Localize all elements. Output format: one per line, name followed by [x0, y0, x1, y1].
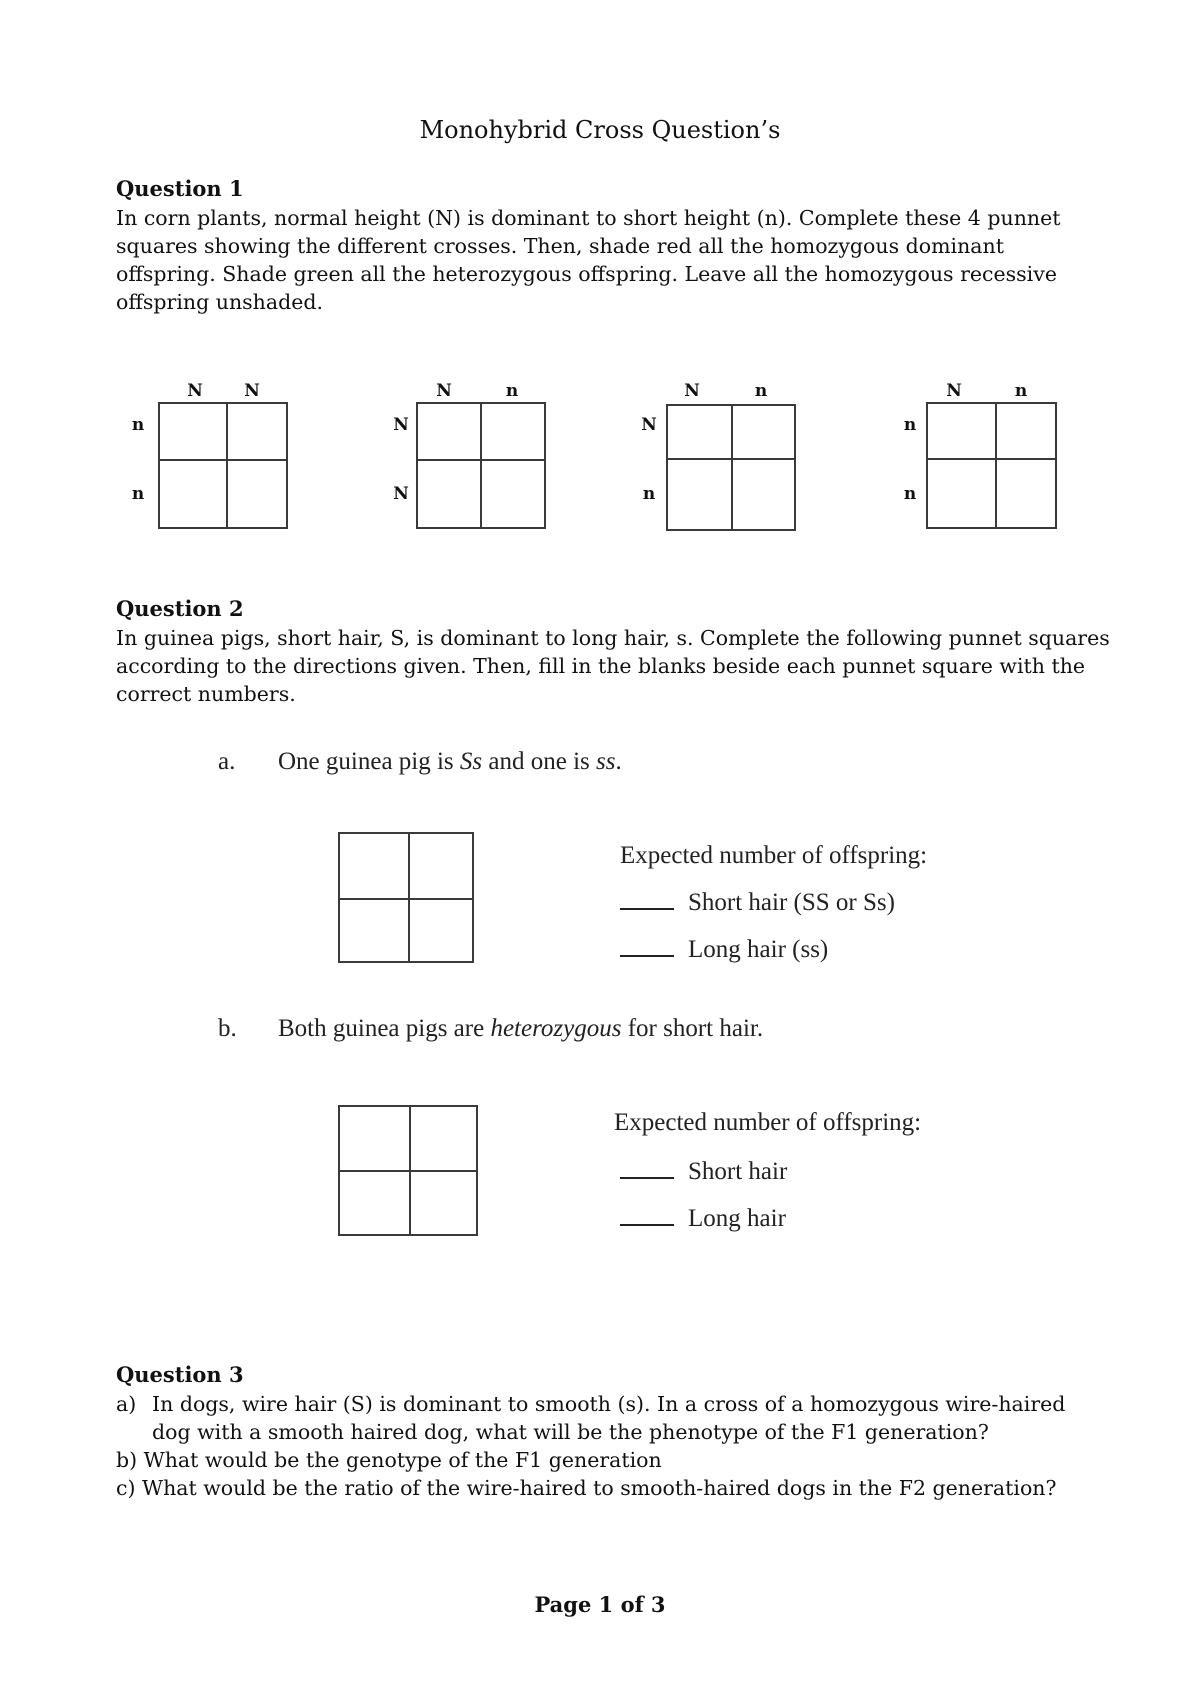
question-2-line: In guinea pigs, short hair, S, is dominant to long hair, s. Complete the following punnet squares — [116, 626, 1110, 650]
short-hair-blank[interactable] — [620, 1157, 674, 1179]
punnett-4-top-allele: n — [1014, 381, 1028, 401]
part-b-expected-label: Expected number of offspring: — [614, 1109, 922, 1136]
question-2-text — [116, 624, 1156, 708]
question-1-line: squares showing the different crosses. Then, shade red all the homozygous dominant — [116, 234, 1004, 258]
punnett-2-top-allele: N — [436, 381, 452, 401]
part-a-text: One guinea pig is — [278, 748, 460, 775]
punnett-4-side-allele: n — [903, 484, 917, 504]
part-b-text: Both guinea pigs are — [278, 1015, 491, 1042]
part-a-genotype-1: Ss — [459, 748, 483, 775]
long-hair-label: Long hair — [688, 1205, 786, 1232]
short-hair-blank[interactable] — [620, 888, 674, 910]
punnett-square-4[interactable] — [926, 402, 1057, 529]
question-1-line: offspring. Shade green all the heterozygous offspring. Leave all the homozygous recessive — [116, 262, 1057, 286]
part-b-instruction — [278, 1015, 763, 1043]
punnett-1-side-allele: n — [131, 484, 145, 504]
part-b-letter: b. — [218, 1015, 237, 1042]
punnett-1-top-allele: N — [187, 381, 203, 401]
punnett-square-3[interactable] — [666, 404, 796, 531]
question-3a-marker: a) — [116, 1392, 137, 1416]
punnett-square-2a[interactable] — [338, 832, 474, 963]
long-hair-blank[interactable] — [620, 935, 674, 957]
short-hair-label: Short hair (SS or Ss) — [688, 889, 895, 916]
punnett-2-side-allele: N — [393, 415, 409, 435]
question-1-text — [116, 204, 1116, 316]
question-2-line: correct numbers. — [116, 682, 296, 706]
question-3c: c) What would be the ratio of the wire-haired to smooth-haired dogs in the F2 generation? — [116, 1476, 1057, 1500]
question-3a-line: dog with a smooth haired dog, what will be the phenotype of the F1 generation? — [152, 1420, 989, 1444]
long-hair-label: Long hair (ss) — [688, 936, 829, 963]
part-a-instruction — [278, 748, 622, 776]
punnett-1-side-allele: n — [131, 415, 145, 435]
question-3-heading: Question 3 — [116, 1362, 244, 1387]
part-a-text: and one is — [482, 748, 597, 775]
question-3a-line: In dogs, wire hair (S) is dominant to smooth (s). In a cross of a homozygous wire-haired — [152, 1392, 1066, 1416]
punnett-3-side-allele: n — [642, 484, 656, 504]
punnett-3-top-allele: N — [684, 381, 700, 401]
question-1-line: In corn plants, normal height (N) is dominant to short height (n). Complete these 4 punnet — [116, 206, 1061, 230]
question-3b: b) What would be the genotype of the F1 generation — [116, 1448, 662, 1472]
part-b-emphasis: heterozygous — [490, 1015, 622, 1042]
part-a-short-hair-row — [620, 888, 895, 917]
punnett-square-2b[interactable] — [338, 1105, 478, 1236]
page-number: Page 1 of 3 — [534, 1592, 666, 1617]
part-a-genotype-2: ss — [596, 748, 616, 775]
punnett-square-1[interactable] — [158, 402, 288, 529]
punnett-4-side-allele: n — [903, 415, 917, 435]
punnett-2-side-allele: N — [393, 484, 409, 504]
punnett-3-top-allele: n — [754, 381, 768, 401]
part-b-text: for short hair. — [621, 1015, 764, 1042]
part-b-short-hair-row — [620, 1157, 787, 1186]
part-a-expected-label: Expected number of offspring: — [620, 842, 928, 869]
punnett-3-side-allele: N — [641, 415, 657, 435]
punnett-square-2[interactable] — [416, 402, 546, 529]
punnett-1-top-allele: N — [244, 381, 260, 401]
question-1-line: offspring unshaded. — [116, 290, 323, 314]
long-hair-blank[interactable] — [620, 1204, 674, 1226]
short-hair-label: Short hair — [688, 1158, 788, 1185]
question-2-heading: Question 2 — [116, 596, 244, 621]
question-1-heading: Question 1 — [116, 176, 244, 201]
punnett-2-top-allele: n — [505, 381, 519, 401]
part-a-letter: a. — [218, 748, 236, 775]
part-a-long-hair-row — [620, 935, 828, 964]
page-title: Monohybrid Cross Question’s — [419, 116, 781, 144]
part-a-text: . — [615, 748, 622, 775]
question-2-line: according to the directions given. Then, fill in the blanks beside each punnet square with the — [116, 654, 1086, 678]
punnett-4-top-allele: N — [946, 381, 962, 401]
part-b-long-hair-row — [620, 1204, 786, 1233]
question-3a-text — [152, 1390, 1152, 1446]
